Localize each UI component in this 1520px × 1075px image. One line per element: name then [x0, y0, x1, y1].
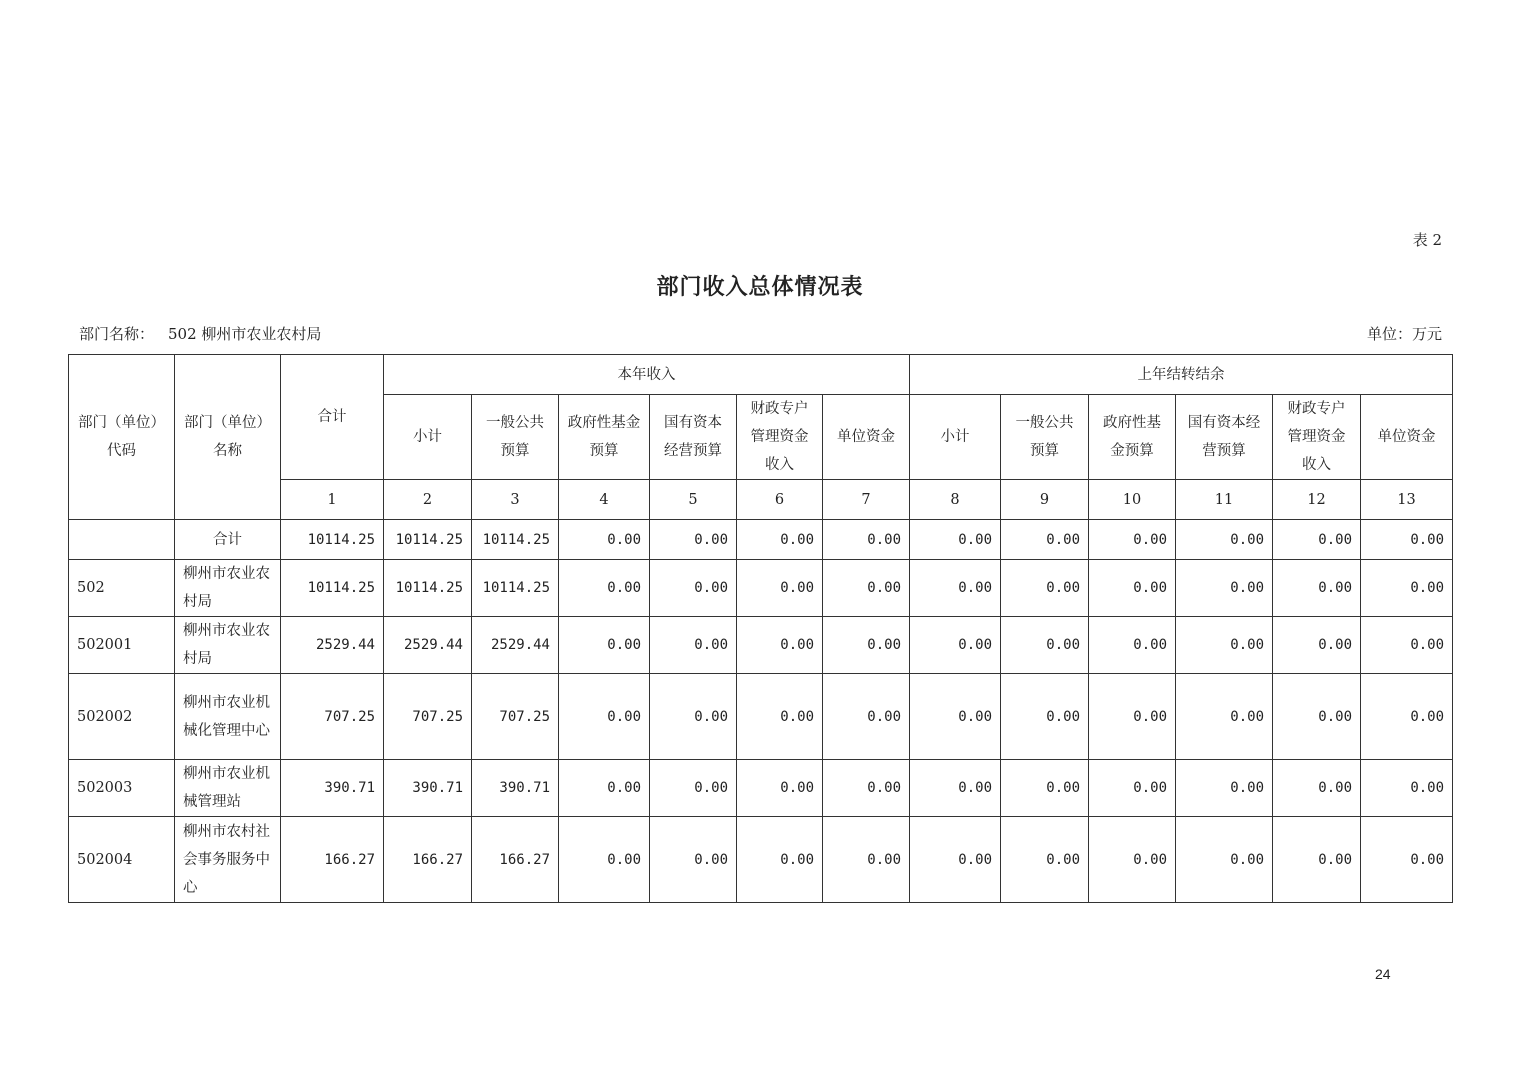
table-number: 表 2 [1412, 231, 1442, 249]
page-title: 部门收入总体情况表 [656, 275, 864, 300]
cell-value: 0.00 [650, 674, 737, 760]
cell-value: 10114.25 [281, 560, 384, 617]
subheader-cell: 一般公共预算 [1001, 395, 1089, 480]
cell-value: 0.00 [559, 674, 650, 760]
cell-name: 柳州市农村社会事务服务中心 [175, 817, 281, 903]
cell-value: 0.00 [823, 617, 910, 674]
cell-value: 0.00 [1089, 560, 1176, 617]
column-number-cell: 13 [1361, 480, 1453, 520]
header-total: 合计 [281, 355, 384, 480]
income-table [68, 354, 1453, 903]
cell-value: 0.00 [1273, 520, 1361, 560]
cell-value: 166.27 [384, 817, 472, 903]
cell-value: 0.00 [1001, 560, 1089, 617]
cell-value: 0.00 [1361, 520, 1453, 560]
cell-name: 柳州市农业机械管理站 [175, 760, 281, 817]
cell-value: 0.00 [823, 560, 910, 617]
column-number-cell: 7 [823, 480, 910, 520]
cell-value: 0.00 [1089, 817, 1176, 903]
cell-value: 0.00 [823, 817, 910, 903]
cell-value: 0.00 [910, 520, 1001, 560]
cell-value: 0.00 [1001, 617, 1089, 674]
department-label: 部门名称： [79, 325, 155, 343]
cell-value: 0.00 [737, 520, 823, 560]
table-row [69, 617, 1453, 674]
cell-value: 0.00 [1176, 617, 1273, 674]
header-current-year: 本年收入 [384, 355, 910, 395]
subheader-cell: 单位资金 [823, 395, 910, 480]
cell-value: 0.00 [1273, 760, 1361, 817]
table-row [69, 817, 1453, 903]
column-number-cell: 2 [384, 480, 472, 520]
cell-code: 502001 [69, 617, 175, 674]
table-row [69, 560, 1453, 617]
cell-value: 0.00 [1273, 560, 1361, 617]
subheader-cell: 一般公共预算 [472, 395, 559, 480]
header-code: 部门（单位）代码 [69, 355, 175, 520]
column-number-cell: 9 [1001, 480, 1089, 520]
subheader-cell: 政府性基金预算 [559, 395, 650, 480]
subheader-cell: 小计 [910, 395, 1001, 480]
column-number-cell: 12 [1273, 480, 1361, 520]
cell-name: 柳州市农业农村局 [175, 560, 281, 617]
subheader-cell: 国有资本经营预算 [1176, 395, 1273, 480]
header-carryover: 上年结转结余 [910, 355, 1453, 395]
cell-value: 0.00 [1001, 674, 1089, 760]
cell-value: 0.00 [910, 617, 1001, 674]
cell-value: 0.00 [737, 817, 823, 903]
subheader-cell: 国有资本经营预算 [650, 395, 737, 480]
cell-value: 0.00 [1001, 760, 1089, 817]
cell-value: 390.71 [281, 760, 384, 817]
cell-value: 0.00 [910, 674, 1001, 760]
table-row [69, 760, 1453, 817]
subheader-cell: 财政专户管理资金收入 [1273, 395, 1361, 480]
header-row-groups [69, 355, 1453, 395]
cell-value: 390.71 [384, 760, 472, 817]
cell-code [69, 520, 175, 560]
cell-value: 0.00 [910, 760, 1001, 817]
cell-value: 0.00 [1273, 674, 1361, 760]
cell-value: 0.00 [737, 617, 823, 674]
cell-value: 0.00 [737, 674, 823, 760]
cell-value: 0.00 [1089, 674, 1176, 760]
cell-value: 0.00 [650, 817, 737, 903]
cell-value: 0.00 [910, 560, 1001, 617]
cell-value: 10114.25 [384, 560, 472, 617]
page-number: 24 [1375, 966, 1391, 982]
cell-value: 0.00 [1273, 817, 1361, 903]
cell-value: 0.00 [1001, 520, 1089, 560]
cell-value: 707.25 [384, 674, 472, 760]
cell-name: 合计 [175, 520, 281, 560]
table-row [69, 674, 1453, 760]
meta-row [79, 323, 1442, 344]
cell-name: 柳州市农业机械化管理中心 [175, 674, 281, 760]
cell-value: 0.00 [1361, 617, 1453, 674]
department-value: 502 柳州市农业农村局 [168, 325, 322, 343]
column-number-cell: 3 [472, 480, 559, 520]
cell-value: 0.00 [650, 520, 737, 560]
cell-value: 0.00 [1089, 617, 1176, 674]
cell-value: 0.00 [823, 674, 910, 760]
cell-value: 0.00 [1089, 760, 1176, 817]
cell-name: 柳州市农业农村局 [175, 617, 281, 674]
cell-value: 0.00 [1176, 560, 1273, 617]
cell-value: 0.00 [650, 617, 737, 674]
department-info [79, 323, 321, 344]
cell-value: 0.00 [1001, 817, 1089, 903]
cell-value: 10114.25 [472, 560, 559, 617]
cell-value: 0.00 [1176, 674, 1273, 760]
cell-value: 0.00 [1176, 520, 1273, 560]
column-number-cell: 1 [281, 480, 384, 520]
column-number-cell: 5 [650, 480, 737, 520]
cell-value: 166.27 [472, 817, 559, 903]
cell-code: 502003 [69, 760, 175, 817]
cell-value: 0.00 [1361, 560, 1453, 617]
column-number-cell: 10 [1089, 480, 1176, 520]
cell-value: 166.27 [281, 817, 384, 903]
cell-value: 10114.25 [281, 520, 384, 560]
cell-value: 707.25 [472, 674, 559, 760]
cell-value: 390.71 [472, 760, 559, 817]
subheader-cell: 单位资金 [1361, 395, 1453, 480]
cell-value: 0.00 [1273, 617, 1361, 674]
cell-value: 0.00 [559, 617, 650, 674]
cell-value: 2529.44 [384, 617, 472, 674]
subheader-cell: 政府性基金预算 [1089, 395, 1176, 480]
cell-value: 0.00 [559, 520, 650, 560]
cell-value: 0.00 [1361, 674, 1453, 760]
unit-label: 单位：万元 [1366, 325, 1442, 343]
cell-value: 0.00 [650, 760, 737, 817]
cell-value: 0.00 [823, 760, 910, 817]
cell-value: 2529.44 [281, 617, 384, 674]
cell-code: 502002 [69, 674, 175, 760]
cell-value: 707.25 [281, 674, 384, 760]
cell-value: 0.00 [737, 760, 823, 817]
cell-value: 0.00 [559, 817, 650, 903]
table-row [69, 520, 1453, 560]
cell-value: 0.00 [1089, 520, 1176, 560]
cell-value: 10114.25 [384, 520, 472, 560]
column-number-cell: 6 [737, 480, 823, 520]
cell-value: 0.00 [1361, 760, 1453, 817]
cell-code: 502004 [69, 817, 175, 903]
cell-value: 0.00 [559, 760, 650, 817]
subheader-cell: 小计 [384, 395, 472, 480]
header-name: 部门（单位）名称 [175, 355, 281, 520]
cell-code: 502 [69, 560, 175, 617]
column-number-cell: 11 [1176, 480, 1273, 520]
subheader-cell: 财政专户管理资金收入 [737, 395, 823, 480]
cell-value: 0.00 [737, 560, 823, 617]
cell-value: 0.00 [1176, 817, 1273, 903]
column-number-cell: 4 [559, 480, 650, 520]
cell-value: 0.00 [650, 560, 737, 617]
cell-value: 0.00 [559, 560, 650, 617]
cell-value: 2529.44 [472, 617, 559, 674]
cell-value: 0.00 [1176, 760, 1273, 817]
cell-value: 0.00 [823, 520, 910, 560]
column-number-cell: 8 [910, 480, 1001, 520]
cell-value: 0.00 [1361, 817, 1453, 903]
cell-value: 0.00 [910, 817, 1001, 903]
cell-value: 10114.25 [472, 520, 559, 560]
table-body [69, 355, 1453, 903]
